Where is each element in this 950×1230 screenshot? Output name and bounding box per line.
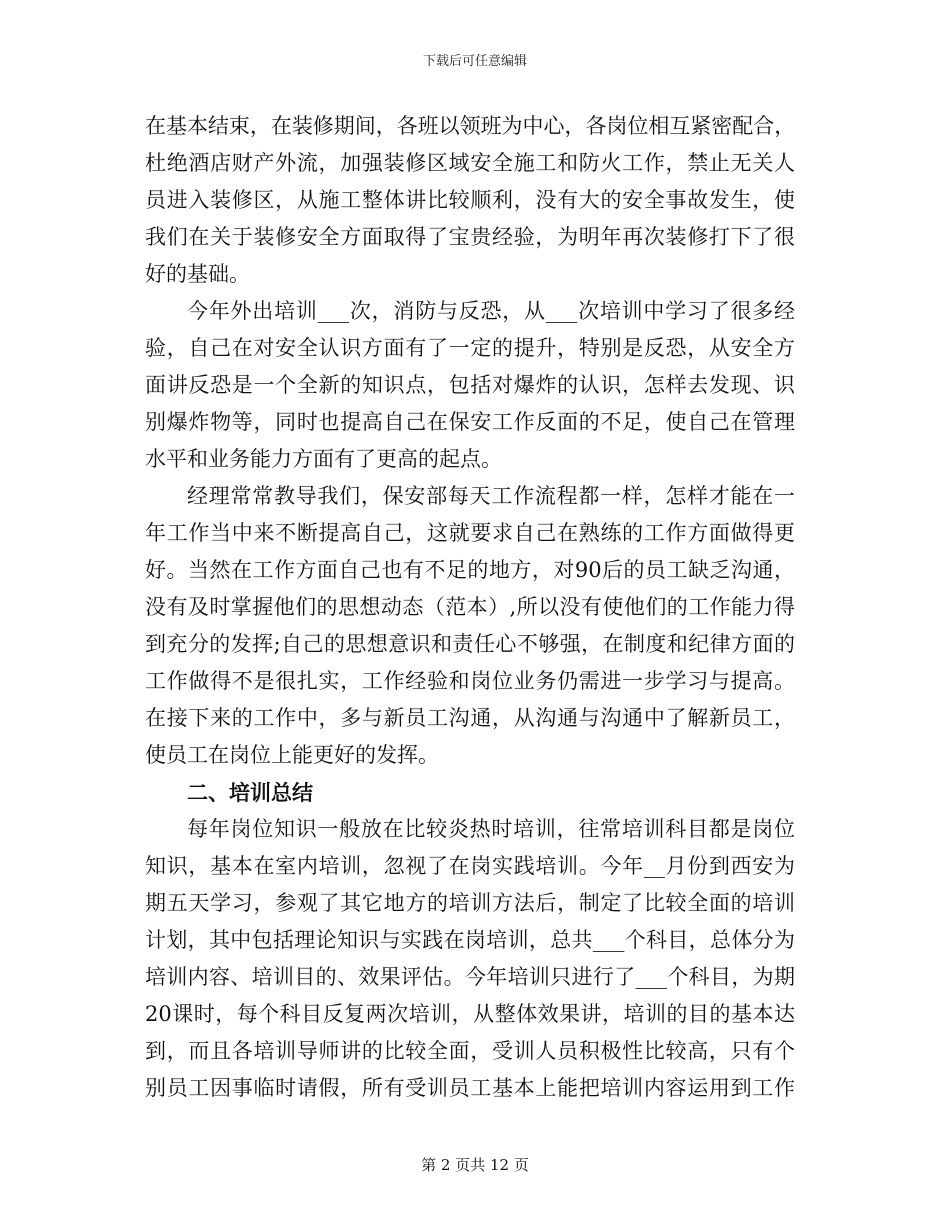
page-header: 下载后可任意编辑 [422, 54, 527, 69]
paragraph [145, 811, 795, 1107]
text-line: 使员工在岗位上能更好的发挥。 [145, 743, 439, 767]
text-line: 计划，其中包括理论知识与实践在岗培训，总共___个科目，总体分为 [145, 928, 795, 952]
text-line: 到，而且各培训导师讲的比较全面，受训人员积极性比较高，只有个 [145, 1039, 795, 1063]
text-line: 经理常常教导我们，保安部每天工作流程都一样，怎样才能在一 [187, 484, 795, 508]
text-line: 没有及时掌握他们的思想动态（范本）,所以没有使他们的工作能力得 [145, 595, 795, 619]
text-line: 员进入装修区，从施工整体讲比较顺利，没有大的安全事故发生，使 [145, 188, 795, 212]
text-line: 20课时，每个科目反复两次培训，从整体效果讲，培训的目的基本达 [145, 1002, 795, 1026]
text-line: 期五天学习，参观了其它地方的培训方法后，制定了比较全面的培训 [145, 891, 795, 915]
text-line: 验，自己在对安全认识方面有了一定的提升，特别是反恐，从安全方 [145, 336, 795, 360]
text-line: 好。当然在工作方面自己也有不足的地方，对90后的员工缺乏沟通， [145, 558, 795, 582]
text-line: 到充分的发挥;自己的思想意识和责任心不够强，在制度和纪律方面的 [145, 632, 795, 656]
text-line: 今年外出培训___次，消防与反恐，从___次培训中学习了很多经 [187, 299, 795, 323]
text-line: 知识，基本在室内培训，忽视了在岗实践培训。今年__月份到西安为 [145, 854, 795, 878]
text-line: 每年岗位知识一般放在比较炎热时培训，往常培训科目都是岗位 [187, 817, 795, 841]
text-line: 在接下来的工作中，多与新员工沟通，从沟通与沟通中了解新员工， [145, 706, 795, 730]
paragraph [145, 293, 795, 478]
text-line: 我们在关于装修安全方面取得了宝贵经验，为明年再次装修打下了很 [145, 225, 795, 249]
text-line: 在基本结束，在装修期间，各班以领班为中心，各岗位相互紧密配合， [145, 114, 795, 138]
paragraph [145, 478, 795, 774]
text-line: 别员工因事临时请假，所有受训员工基本上能把培训内容运用到工作 [145, 1076, 795, 1100]
page-footer: 第 2 页共 12 页 [421, 1156, 529, 1174]
text-line: 好的基础。 [145, 262, 250, 286]
text-line: 培训内容、培训目的、效果评估。今年培训只进行了___个科目，为期 [145, 965, 795, 989]
text-line: 别爆炸物等，同时也提高自己在保安工作反面的不足，使自己在管理 [145, 410, 795, 434]
text-line: 年工作当中来不断提高自己，这就要求自己在熟练的工作方面做得更 [145, 521, 795, 545]
text-line: 工作做得不是很扎实，工作经验和岗位业务仍需进一步学习与提高。 [145, 669, 795, 693]
text-line: 水平和业务能力方面有了更高的起点。 [145, 447, 502, 471]
heading-text: 二、培训总结 [187, 780, 313, 805]
continued-paragraph [145, 108, 795, 293]
section-heading [145, 774, 795, 811]
text-line: 面讲反恐是一个全新的知识点，包括对爆炸的认识，怎样去发现、识 [145, 373, 795, 397]
document-body [145, 108, 795, 1107]
text-line: 杜绝酒店财产外流，加强装修区域安全施工和防火工作，禁止无关人 [145, 151, 795, 175]
